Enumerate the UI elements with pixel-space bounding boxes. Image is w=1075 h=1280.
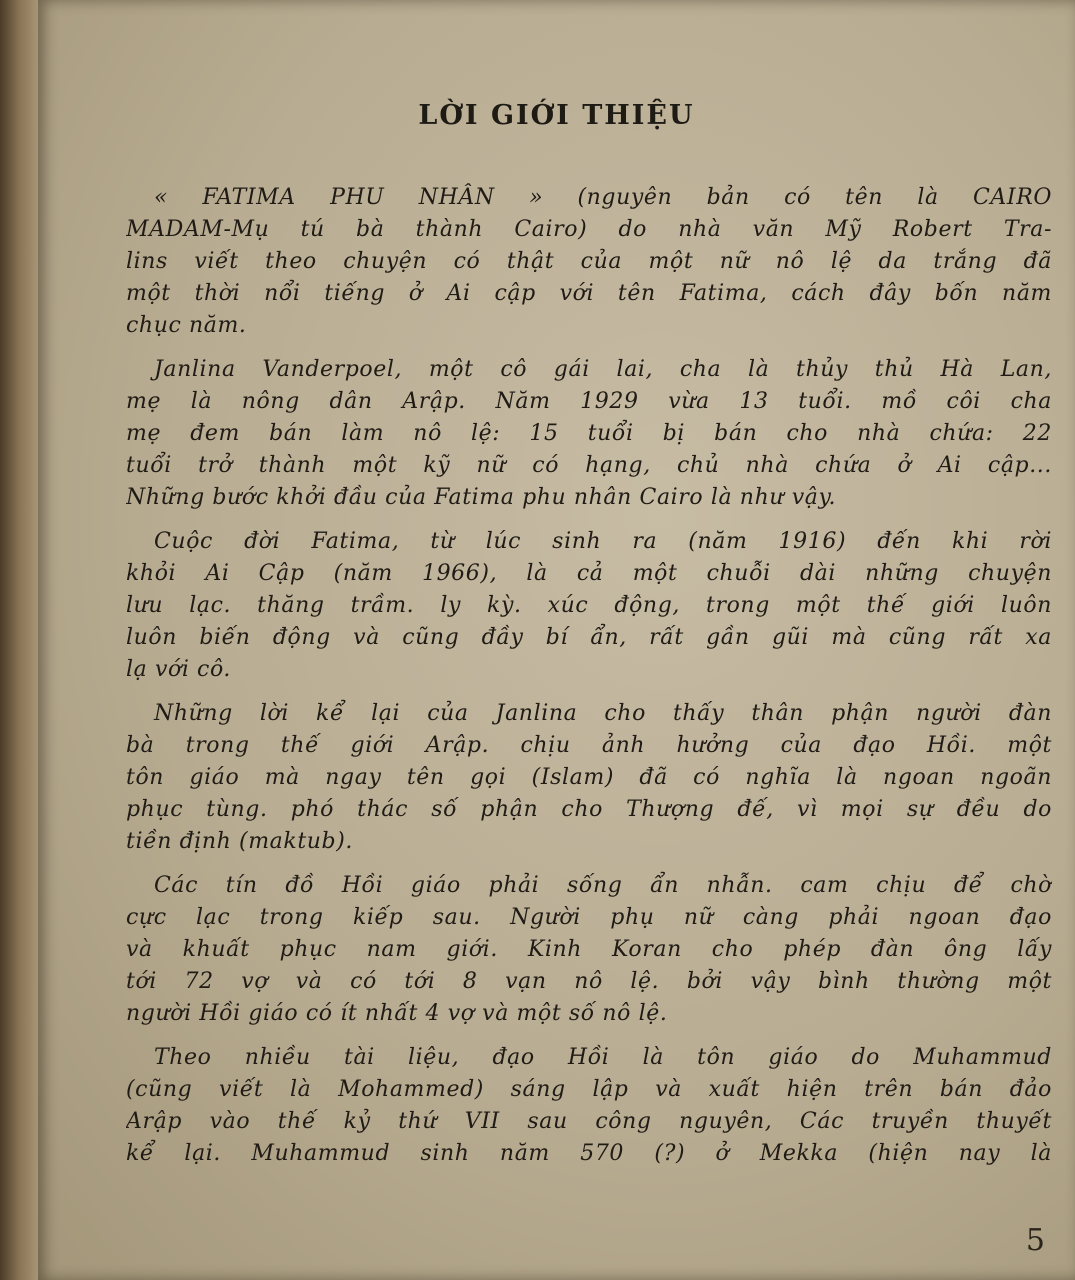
page-body [126, 182, 1052, 1182]
paragraph-6 [126, 1042, 1052, 1170]
text-line: mẹ đem bán làm nô lệ: 15 tuổi bị bán cho nhà chứa: 22 [126, 421, 1052, 446]
book-page [38, 0, 1075, 1280]
page-title: LỜI GIỚI THIỆU [418, 100, 695, 131]
text-line: Các tín đồ Hồi giáo phải sống ẩn nhẫn. cam chịu để chờ [154, 873, 1052, 898]
text-line: Cuộc đời Fatima, từ lúc sinh ra (năm 1916) đến khi rời [154, 529, 1052, 554]
paragraph-2 [126, 354, 1052, 514]
text-line: cực lạc trong kiếp sau. Người phụ nữ càng phải ngoan đạo [126, 905, 1052, 930]
text-line: người Hồi giáo có ít nhất 4 vợ và một số nô lệ. [126, 1001, 668, 1026]
text-line: kể lại. Muhammud sinh năm 570 (?) ở Mekka (hiện nay là [126, 1141, 1052, 1166]
text-line: tới 72 vợ và có tới 8 vạn nô lệ. bởi vậy bình thường một [126, 969, 1052, 994]
paragraph-5 [126, 870, 1052, 1030]
text-line: luôn biến động và cũng đầy bí ẩn, rất gần gũi mà cũng rất xa [126, 625, 1052, 650]
text-line: khỏi Ai Cập (năm 1966), là cả một chuỗi dài những chuyện [126, 561, 1052, 586]
paragraph-3 [126, 526, 1052, 686]
text-line: lạ với cô. [126, 657, 232, 682]
text-line: Janlina Vanderpoel, một cô gái lai, cha là thủy thủ Hà Lan, [154, 357, 1052, 382]
text-line: phục tùng. phó thác số phận cho Thượng đế, vì mọi sự đều do [126, 797, 1052, 822]
text-line: MADAM-Mụ tú bà thành Cairo) do nhà văn Mỹ Robert Tra- [126, 217, 1052, 242]
text-line: tiền định (maktub). [126, 829, 353, 854]
text-line: tôn giáo mà ngay tên gọi (Islam) đã có nghĩa là ngoan ngoãn [126, 765, 1052, 790]
page-number: 5 [1025, 1223, 1045, 1258]
text-line: Những lời kể lại của Janlina cho thấy thân phận người đàn [154, 701, 1052, 726]
text-line: (cũng viết là Mohammed) sáng lập và xuất hiện trên bán đảo [126, 1077, 1052, 1102]
text-line: « FATIMA PHU NHÂN » (nguyên bản có tên là CAIRO [154, 185, 1052, 210]
text-line: Theo nhiều tài liệu, đạo Hồi là tôn giáo do Muhammud [154, 1045, 1052, 1070]
text-line: bà trong thế giới Arập. chịu ảnh hưởng của đạo Hồi. một [126, 733, 1052, 758]
text-line: Arập vào thế kỷ thứ VII sau công nguyên, Các truyền thuyết [126, 1109, 1052, 1134]
text-line: Những bước khởi đầu của Fatima phu nhân Cairo là như vậy. [126, 485, 837, 510]
text-line: lưu lạc. thăng trầm. ly kỳ. xúc động, trong một thế giới luôn [126, 593, 1052, 618]
text-line: và khuất phục nam giới. Kinh Koran cho phép đàn ông lấy [126, 937, 1052, 962]
paragraph-4 [126, 698, 1052, 858]
text-line: một thời nổi tiếng ở Ai cập với tên Fatima, cách đây bốn năm [126, 281, 1052, 306]
text-line: tuổi trở thành một kỹ nữ có hạng, chủ nhà chứa ở Ai cập... [126, 453, 1052, 478]
text-line: lins viết theo chuyện có thật của một nữ nô lệ da trắng đã [126, 249, 1052, 274]
text-line: mẹ là nông dân Arập. Năm 1929 vừa 13 tuổi. mồ côi cha [126, 389, 1052, 414]
text-line: chục năm. [126, 313, 247, 338]
paragraph-1 [126, 182, 1052, 342]
